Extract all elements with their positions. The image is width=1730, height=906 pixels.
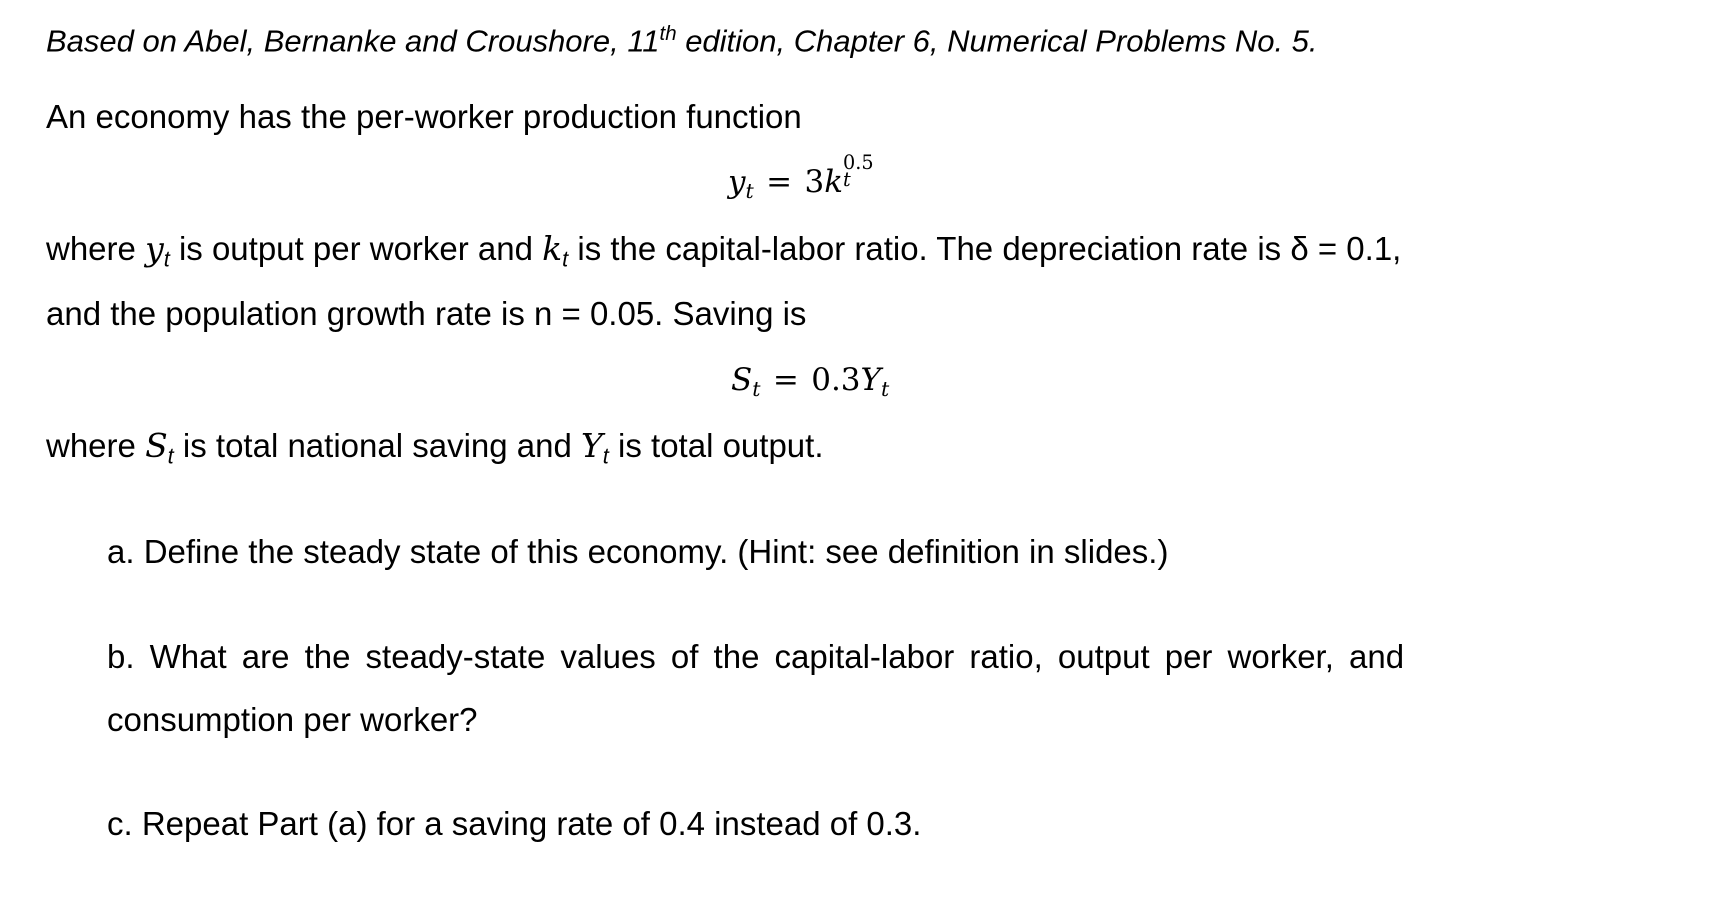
math-s-sub: t — [167, 443, 174, 469]
population-text: and the population growth rate is n = 0.05. Saving is — [46, 295, 807, 332]
citation-text-end: edition, Chapter 6, Numerical Problems No. 5. — [676, 23, 1318, 59]
eq-exp-sub — [843, 150, 879, 192]
eq-coef: 0.3 — [811, 362, 861, 398]
saving-equation — [731, 360, 889, 409]
eq-sign: = — [772, 362, 799, 398]
intro-text — [46, 97, 802, 137]
question-b-text: b. What are the steady-state values of the capital-labor ratio, output per worker, and — [107, 638, 1405, 675]
eq-lhs-sub: t — [745, 179, 754, 204]
eq-var: k — [824, 164, 844, 200]
definition-line-2 — [46, 294, 806, 334]
question-b-line-2 — [107, 700, 478, 740]
intro-sentence: An economy has the per-worker production function — [46, 98, 802, 135]
eq-lhs-var: y — [728, 164, 746, 200]
question-c — [107, 804, 921, 844]
eq-lhs-var: S — [731, 362, 753, 398]
citation-text: Based on Abel, Bernanke and Croushore, 11 — [46, 23, 660, 59]
eq-sign: = — [766, 164, 793, 200]
eq-exponent: 0.5 — [843, 150, 874, 174]
text-fragment: where — [46, 230, 146, 267]
math-y: y — [145, 229, 164, 268]
edition-superscript: th — [659, 22, 677, 45]
question-b-text-cont: consumption per worker? — [107, 701, 478, 738]
math-s: S — [145, 426, 168, 465]
math-y-total: Y — [581, 426, 603, 465]
text-fragment: where — [46, 427, 146, 464]
definition-line-3 — [46, 426, 824, 477]
eq-var-sub: t — [843, 167, 851, 191]
source-citation — [46, 14, 1318, 61]
question-b-line-1 — [107, 637, 1404, 677]
eq-var: Y — [860, 362, 882, 398]
definition-line-1 — [46, 229, 1401, 280]
eq-var-sub: t — [881, 377, 890, 402]
text-fragment: is total national saving and — [173, 427, 581, 464]
math-k: k — [542, 229, 563, 268]
text-fragment: is the capital-labor ratio. The depreciation rate is δ = 0.1, — [568, 230, 1402, 267]
math-k-sub: t — [562, 246, 569, 272]
production-function-equation — [728, 150, 879, 211]
eq-coef: 3 — [804, 164, 825, 200]
eq-lhs-sub: t — [752, 377, 761, 402]
math-y-total-sub: t — [602, 443, 609, 469]
math-y-sub: t — [163, 246, 170, 272]
text-fragment: is output per worker and — [169, 230, 543, 267]
question-a-text: a. Define the steady state of this economy. (Hint: see definition in slides.) — [107, 533, 1169, 570]
text-fragment: is total output. — [608, 427, 824, 464]
question-a — [107, 532, 1168, 572]
question-c-text: c. Repeat Part (a) for a saving rate of 0.4 instead of 0.3. — [107, 805, 922, 842]
